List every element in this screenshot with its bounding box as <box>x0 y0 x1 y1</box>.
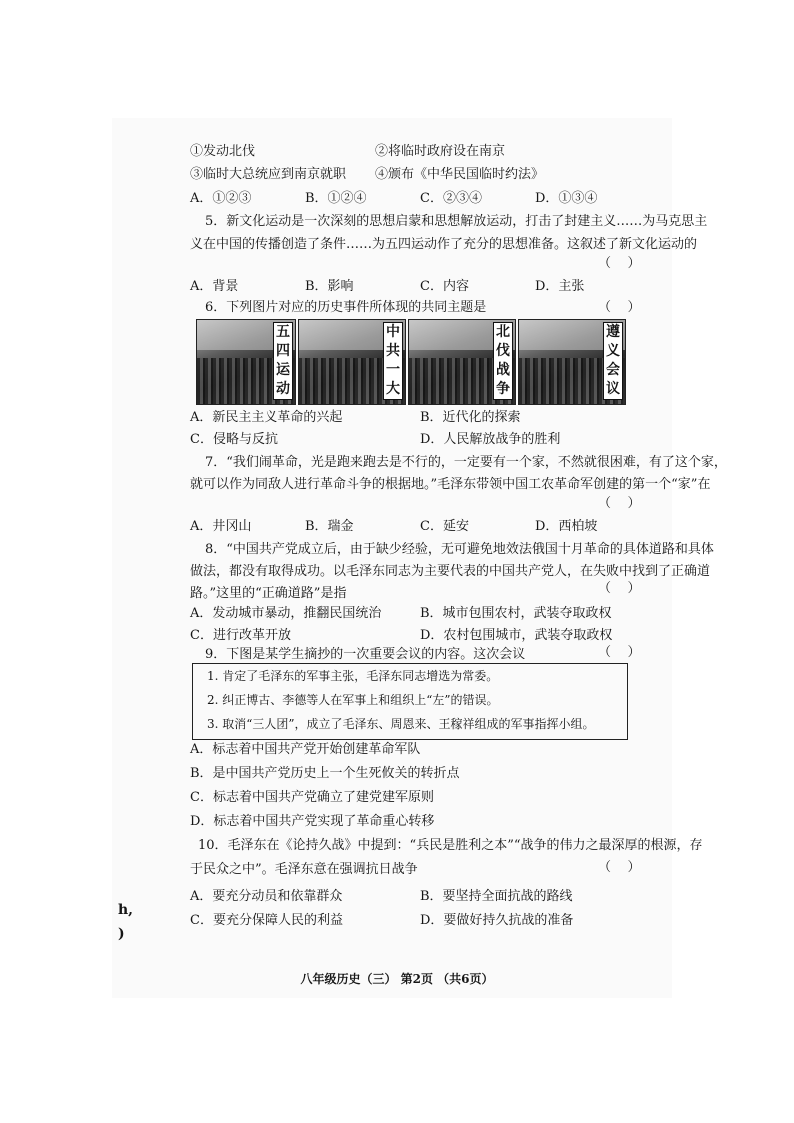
q6-stem: 6．下列图片对应的历史事件所体现的共同主题是 <box>205 300 487 315</box>
q8-choice-a: A．发动城市暴动，推翻民国统治 <box>190 606 382 621</box>
q10-choice-d: D．要做好持久抗战的准备 <box>420 913 574 928</box>
q9-stem: 9．下图是某学生摘抄的一次重要会议的内容。这次会议 <box>205 647 526 662</box>
q7-choice-c: C．延安 <box>420 519 469 534</box>
q7-stem-line2: 就可以作为同敌人进行革命斗争的根据地。”毛泽东带领中国工农革命军创建的第一个“家”在 <box>190 477 711 492</box>
q4-option-1: ①发动北伐 <box>190 144 256 159</box>
q9-answer-paren: （ ） <box>598 645 641 660</box>
photo-label-zunyi-conference: 遵义会议 <box>603 322 623 400</box>
q5-choice-d: D．主张 <box>535 279 585 294</box>
q9-excerpt-line1: 1. 肯定了毛泽东的军事主张，毛泽东同志增选为常委。 <box>207 669 499 683</box>
q4-choice-d: D．①③④ <box>535 191 598 206</box>
photo-northern-expedition <box>408 319 516 405</box>
q10-stem-line1: 10．毛泽东在《论持久战》中提到：“兵民是胜利之本”“战争的伟力之最深厚的根源，存 <box>198 838 703 853</box>
edge-fragment-1: h, <box>118 902 134 918</box>
q8-choice-c: C．进行改革开放 <box>190 628 291 643</box>
photo-zunyi-conference <box>518 319 626 405</box>
q9-choice-b: B．是中国共产党历史上一个生死攸关的转折点 <box>190 766 460 781</box>
q8-answer-paren: （ ） <box>598 581 641 596</box>
q5-choice-a: A．背景 <box>190 279 239 294</box>
q7-answer-paren: （ ） <box>598 496 641 511</box>
photo-label-may-fourth: 五四运动 <box>273 322 293 400</box>
q10-stem-line2: 于民众之中”。毛泽东意在强调抗日战争 <box>190 862 418 877</box>
q9-choice-c: C．标志着中国共产党确立了建党建军原则 <box>190 790 434 805</box>
q4-option-3: ③临时大总统应到南京就职 <box>190 167 347 182</box>
q9-excerpt-line3: 3. 取消“三人团”，成立了毛泽东、周恩来、王稼祥组成的军事指挥小组。 <box>207 717 595 731</box>
photo-may-fourth <box>196 319 296 405</box>
q6-choice-b: B．近代化的探索 <box>420 410 521 425</box>
photo-label-northern-expedition: 北伐战争 <box>493 322 513 400</box>
q5-choice-c: C．内容 <box>420 279 469 294</box>
q7-choice-d: D．西柏坡 <box>535 519 598 534</box>
q4-choice-c: C．②③④ <box>420 191 482 206</box>
q5-choice-b: B．影响 <box>305 279 354 294</box>
q8-choice-b: B．城市包围农村，武装夺取政权 <box>420 606 612 621</box>
edge-fragment-2: ) <box>118 926 125 942</box>
q5-stem-line2: 义在中国的传播创造了条件……为五四运动作了充分的思想准备。这叙述了新文化运动的 <box>190 237 698 252</box>
photo-label-first-congress: 中共一大 <box>383 322 403 400</box>
q8-stem-line3: 路。”这里的“正确道路”是指 <box>190 586 347 601</box>
q6-choice-c: C．侵略与反抗 <box>190 432 278 447</box>
q7-choice-b: B．瑞金 <box>305 519 354 534</box>
q10-choice-a: A．要充分动员和依靠群众 <box>190 889 343 904</box>
q8-choice-d: D．农村包围城市，武装夺取政权 <box>420 628 613 643</box>
q7-stem-line1: 7．“我们闹革命，光是跑来跑去是不行的，一定要有一个家，不然就很困难，有了这个家， <box>205 455 727 470</box>
q6-answer-paren: （ ） <box>598 300 641 315</box>
q8-stem-line2: 做法，都没有取得成功。以毛泽东同志为主要代表的中国共产党人，在失败中找到了正确道 <box>190 564 711 579</box>
q5-stem-line1: 5．新文化运动是一次深刻的思想启蒙和思想解放运动，打击了封建主义……为马克思主 <box>205 214 708 229</box>
q4-option-2: ②将临时政府设在南京 <box>375 144 506 159</box>
q9-excerpt-line2: 2. 纠正博古、李德等人在军事上和组织上“左”的错误。 <box>207 693 499 707</box>
q10-choice-c: C．要充分保障人民的利益 <box>190 913 343 928</box>
q5-answer-paren: （ ） <box>598 256 641 271</box>
q9-choice-a: A．标志着中国共产党开始创建革命军队 <box>190 742 421 757</box>
q9-excerpt-box <box>192 663 628 740</box>
q9-choice-d: D．标志着中国共产党实现了革命重心转移 <box>190 814 435 829</box>
q4-choice-a: A．①②③ <box>190 191 252 206</box>
q10-answer-paren: （ ） <box>598 860 641 875</box>
q6-choice-d: D．人民解放战争的胜利 <box>420 432 561 447</box>
q4-choice-b: B．①②④ <box>305 191 367 206</box>
q8-stem-line1: 8．“中国共产党成立后，由于缺少经验，无可避免地效法俄国十月革命的具体道路和具体 <box>205 542 714 557</box>
page-footer: 八年级历史（三） 第2页 （共6页） <box>300 972 494 986</box>
q4-option-4: ④颁布《中华民国临时约法》 <box>375 167 545 182</box>
q6-choice-a: A．新民主主义革命的兴起 <box>190 410 343 425</box>
q10-choice-b: B．要坚持全面抗战的路线 <box>420 889 573 904</box>
q7-choice-a: A．井冈山 <box>190 519 252 534</box>
photo-first-congress <box>298 319 406 405</box>
q6-photo-strip <box>196 319 630 405</box>
